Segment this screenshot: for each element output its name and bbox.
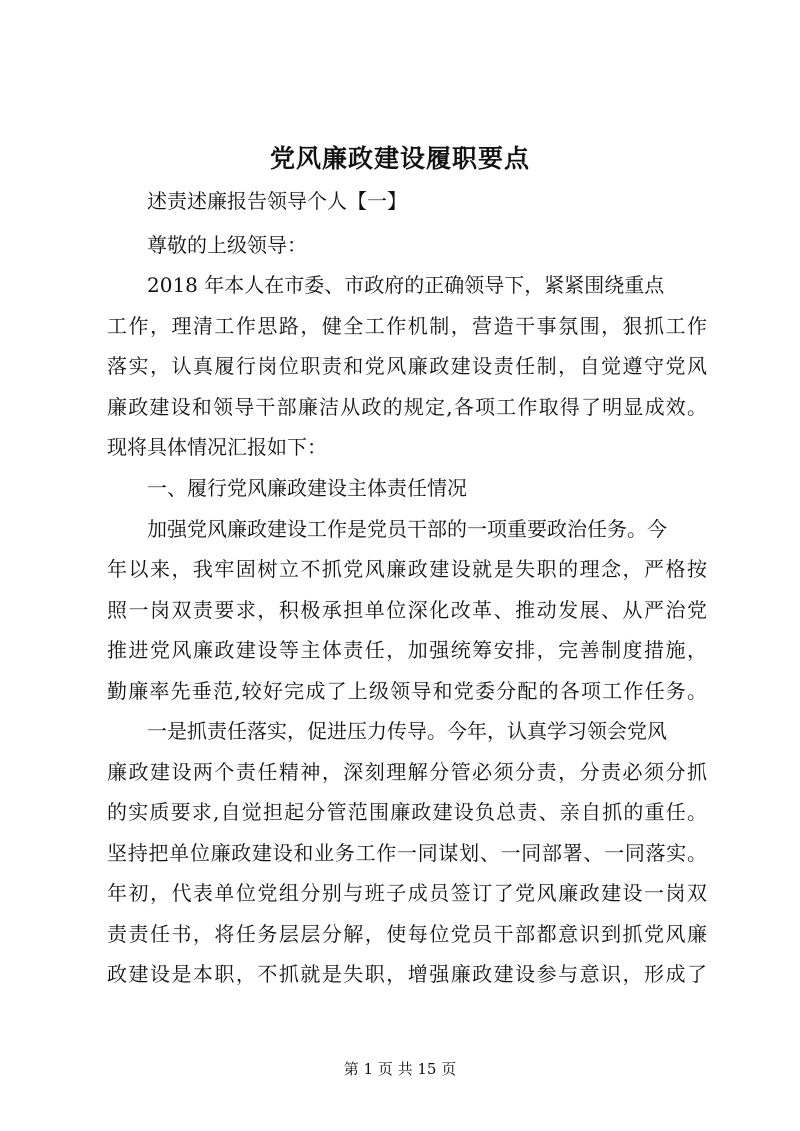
paragraph-line: 加强党风廉政建设工作是党员干部的一项重要政治任务。今	[147, 517, 667, 541]
paragraph-line: 勤廉率先垂范,较好完成了上级领导和党委分配的各项工作任务。	[107, 679, 707, 703]
paragraph-line: 的实质要求,自觉担起分管范围廉政建设负总责、亲自抓的重任。	[107, 800, 707, 824]
paragraph-line: 落实，认真履行岗位职责和党风廉政建设责任制，自觉遵守党风	[107, 354, 707, 378]
salutation-line: 尊敬的上级领导：	[147, 233, 307, 257]
paragraph-line: 一是抓责任落实，促进压力传导。今年，认真学习领会党风	[147, 719, 667, 743]
paragraph-line: 工作，理清工作思路，健全工作机制，营造干事氛围，狠抓工作	[107, 314, 707, 338]
paragraph-line: 责责任书，将任务层层分解，使每位党员干部都意识到抓党风廉	[107, 922, 707, 946]
paragraph-line: 坚持把单位廉政建设和业务工作一同谋划、一同部署、一同落实。	[107, 841, 707, 865]
document-title: 党风廉政建设履职要点	[269, 144, 530, 173]
paragraph-line: 廉政建设两个责任精神，深刻理解分管必须分责，分责必须分抓	[107, 760, 707, 784]
subtitle-line: 述责述廉报告领导个人【一】	[147, 189, 407, 213]
paragraph-line: 年以来，我牢固树立不抓党风廉政建设就是失职的理念，严格按	[107, 557, 707, 581]
page-footer: 第 1 页 共 15 页	[343, 1060, 457, 1078]
paragraph-line: 政建设是本职，不抓就是失职，增强廉政建设参与意识，形成了	[107, 962, 707, 986]
section-heading: 一、履行党风廉政建设主体责任情况	[147, 476, 467, 500]
paragraph-line: 推进党风廉政建设等主体责任，加强统筹安排，完善制度措施，	[107, 638, 707, 662]
paragraph-line: 年初，代表单位党组分别与班子成员签订了党风廉政建设一岗双	[107, 881, 707, 905]
paragraph-line: 照一岗双责要求，积极承担单位深化改革、推动发展、从严治党	[107, 598, 707, 622]
paragraph-line: 现将具体情况汇报如下：	[107, 435, 327, 459]
paragraph-line: 2018 年本人在市委、市政府的正确领导下，紧紧围绕重点	[147, 273, 665, 297]
paragraph-line: 廉政建设和领导干部廉洁从政的规定,各项工作取得了明显成效。	[107, 395, 707, 419]
